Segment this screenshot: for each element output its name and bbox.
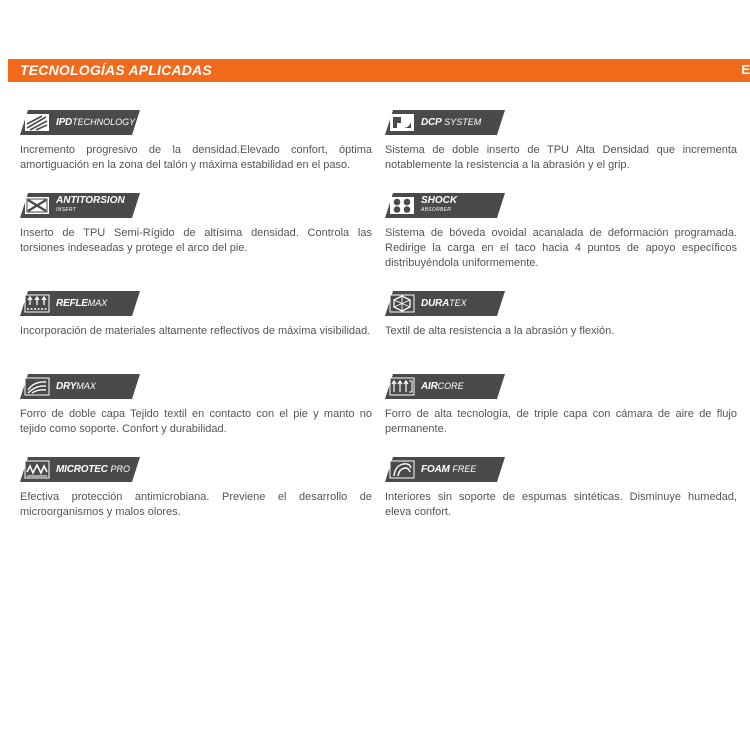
- dcp-system-badge: [385, 110, 505, 135]
- badge-bold: MICROTEC: [56, 464, 108, 475]
- badge-bold: ANTITORSION: [56, 195, 125, 206]
- tech-item-antitorsion: [20, 193, 372, 256]
- section-title: TECNOLOGÍAS APLICADAS: [20, 62, 212, 78]
- air-flow-icon: [389, 377, 415, 396]
- microtec-pro-badge: [20, 457, 140, 482]
- microbe-wave-icon: [24, 460, 50, 479]
- layered-stripes-icon: [24, 113, 50, 132]
- durable-mesh-icon: [389, 294, 415, 313]
- dry-waves-icon: [24, 377, 50, 396]
- tech-description: Efectiva protección antimicrobiana. Previene el desarrollo de microorganismos y malos olores.: [20, 491, 372, 518]
- badge-light: MAX: [87, 298, 108, 308]
- badge-bold: SHOCK: [421, 195, 458, 206]
- ipd-technology-badge: [20, 110, 140, 135]
- badge-light: FREE: [452, 464, 477, 474]
- tech-description: Sistema de doble inserto de TPU Alta Densidad que incrementa notablemente la resistencia a la abrasión y el grip.: [385, 144, 737, 171]
- antitorsion-insert-badge: [20, 193, 140, 218]
- header-edge-glyph: E: [741, 62, 750, 77]
- tech-description: Sistema de bóveda ovoidal acanalada de deformación programada. Redirige la carga en el taco hacia 4 puntos de apoyo específicos distribuyéndola uniformemente.: [385, 227, 737, 269]
- shock-absorber-badge: [385, 193, 505, 218]
- aircore-badge: [385, 374, 505, 399]
- foam-free-badge: [385, 457, 505, 482]
- torsion-cross-icon: [24, 196, 50, 215]
- duratex-badge: [385, 291, 505, 316]
- heel-insert-icon: [389, 113, 415, 132]
- tech-description: Forro de doble capa Tejido textil en contacto con el pie y manto no tejido como soporte. Confort y durabilidad.: [20, 408, 372, 435]
- tech-item-reflemax: [20, 291, 372, 339]
- shock-pads-icon: [389, 196, 415, 215]
- tech-item-foamfree: [385, 457, 737, 520]
- badge-bold: DURA: [421, 298, 450, 309]
- tech-description: Forro de alta tecnología, de triple capa con cámara de aire de flujo permanente.: [385, 408, 737, 435]
- badge-light: TECHNOLOGY: [72, 117, 136, 127]
- badge-sub: ABSORBER: [421, 207, 452, 213]
- tech-item-dcp: [385, 110, 737, 173]
- badge-bold: FOAM: [421, 464, 450, 475]
- badge-bold: DRY: [56, 381, 77, 392]
- tech-description: Textil de alta resistencia a la abrasión y flexión.: [385, 325, 615, 337]
- badge-bold: REFLE: [56, 298, 88, 309]
- reflemax-badge: [20, 291, 140, 316]
- tech-item-drymax: [20, 374, 372, 437]
- tech-description: Interiores sin soporte de espumas sintéticas. Disminuye humedad, eleva confort.: [385, 491, 737, 518]
- tech-item-ipd: [20, 110, 372, 173]
- badge-light: MAX: [76, 381, 96, 391]
- tech-item-aircore: [385, 374, 737, 437]
- drymax-badge: [20, 374, 140, 399]
- badge-bold: IPD: [56, 117, 73, 128]
- tech-item-shock: [385, 193, 737, 271]
- tech-description: Incorporación de materiales altamente reflectivos de máxima visibilidad.: [20, 325, 371, 337]
- tech-item-duratex: [385, 291, 737, 339]
- badge-bold: AIR: [421, 381, 438, 392]
- reflective-arrows-icon: [24, 294, 50, 313]
- badge-light: TEX: [449, 298, 467, 308]
- section-header-bar: [8, 59, 750, 82]
- tech-item-microtec: [20, 457, 372, 520]
- badge-light: CORE: [437, 381, 464, 391]
- tech-description: Incremento progresivo de la densidad.Elevado confort, óptima amortiguación en la zona del talón y máxima estabilidad en el paso.: [20, 144, 372, 171]
- foam-free-icon: [389, 460, 415, 479]
- badge-bold: DCP: [421, 117, 442, 128]
- badge-sub: INSERT: [56, 207, 77, 213]
- badge-light: PRO: [110, 464, 131, 474]
- badge-light: SYSTEM: [444, 117, 482, 127]
- tech-description: Inserto de TPU Semi-Rígido de altísima densidad. Controla las torsiones indeseadas y protege el arco del pie.: [20, 227, 372, 254]
